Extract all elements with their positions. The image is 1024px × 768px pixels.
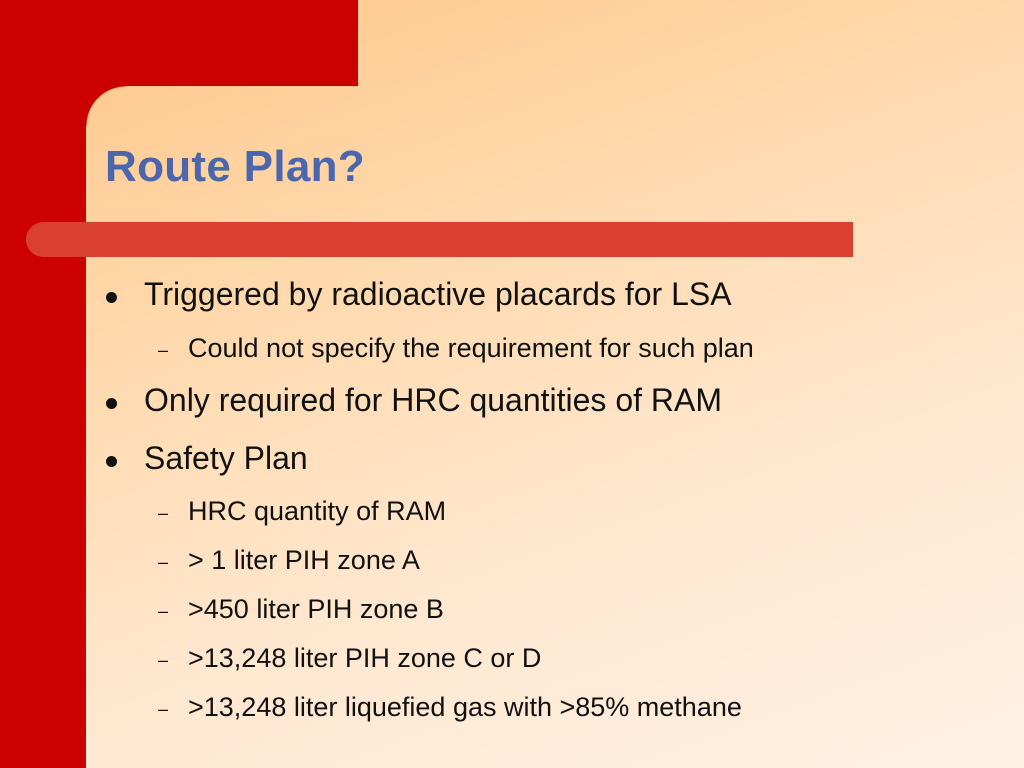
dash-icon: – bbox=[158, 699, 169, 719]
bullet-text: Only required for HRC quantities of RAM bbox=[144, 382, 722, 418]
bullet-dot-icon bbox=[106, 456, 117, 467]
sub-bullet-text: >13,248 liter PIH zone C or D bbox=[188, 643, 542, 673]
sub-bullet-text: HRC quantity of RAM bbox=[188, 496, 447, 526]
dash-icon: – bbox=[158, 552, 169, 572]
dash-icon: – bbox=[158, 601, 169, 621]
bullet-dot-icon bbox=[106, 398, 117, 409]
sub-bullet-text: >450 liter PIH zone B bbox=[188, 594, 444, 624]
sub-bullet-text: >13,248 liter liquefied gas with >85% methane bbox=[188, 692, 742, 722]
dash-icon: – bbox=[158, 503, 169, 523]
dash-icon: – bbox=[158, 650, 169, 670]
bullet-text: Triggered by radioactive placards for LSA bbox=[144, 276, 732, 312]
slide-title: Route Plan? bbox=[105, 142, 365, 191]
bullet-dot-icon bbox=[106, 292, 117, 303]
sub-bullet-text: > 1 liter PIH zone A bbox=[188, 545, 420, 575]
dash-icon: – bbox=[158, 340, 169, 360]
bullet-text: Safety Plan bbox=[144, 440, 308, 476]
sub-bullet-text: Could not specify the requirement for such plan bbox=[188, 333, 754, 363]
